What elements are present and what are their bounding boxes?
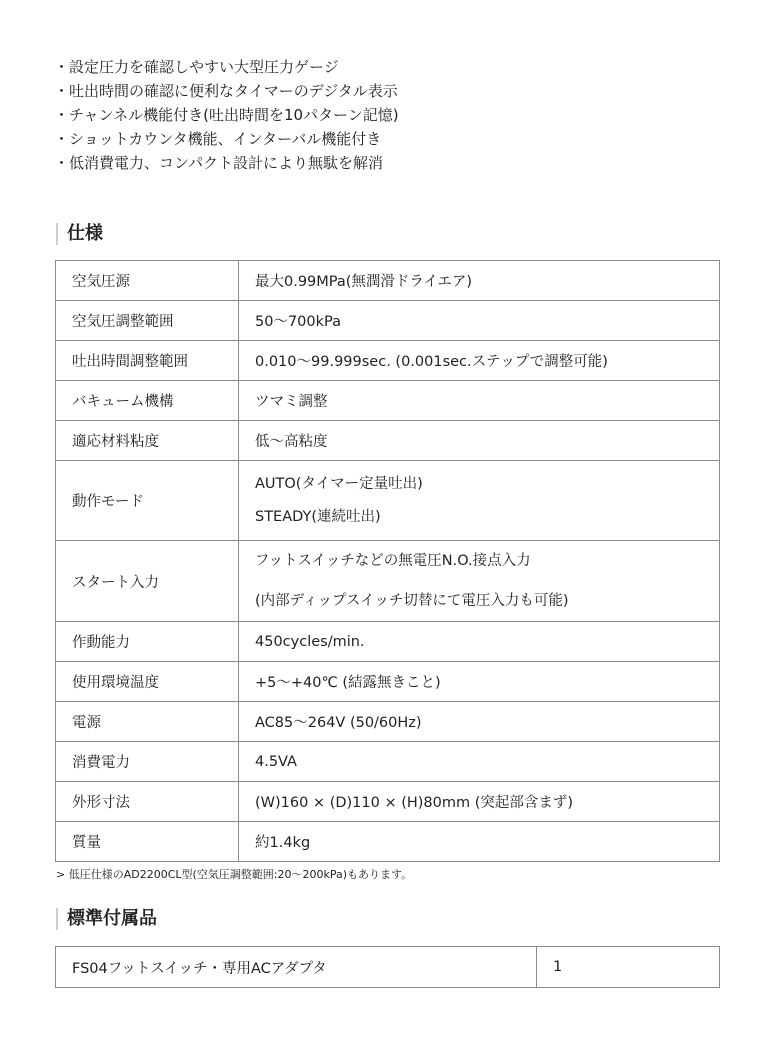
spec-label: 作動能力 xyxy=(56,622,239,662)
table-row xyxy=(56,381,720,421)
table-row xyxy=(56,341,720,381)
spec-value-line: フットスイッチなどの無電圧N.O.接点入力 xyxy=(255,553,531,569)
spec-label: 空気圧源 xyxy=(56,261,239,301)
spec-value: 低〜高粘度 xyxy=(239,421,720,461)
table-row xyxy=(56,782,720,822)
spec-value: 最大0.99MPa(無潤滑ドライエア) xyxy=(239,261,720,301)
spec-table xyxy=(55,260,720,862)
spec-label: 適応材料粘度 xyxy=(56,421,239,461)
spec-value-line: (内部ディップスイッチ切替にて電圧入力も可能) xyxy=(255,593,569,609)
spec-value: 約1.4kg xyxy=(239,822,720,862)
table-row xyxy=(56,261,720,301)
spec-value: +5〜+40℃ (結露無きこと) xyxy=(239,662,720,702)
spec-note: > 低圧仕様のAD2200CL型(空気圧調整範囲:20〜200kPa)もあります。 xyxy=(56,868,413,881)
spec-value-line: AUTO(タイマー定量吐出) xyxy=(255,475,423,492)
spec-heading: 仕様 xyxy=(56,223,103,245)
feature-item: ・低消費電力、コンパクト設計により無駄を解消 xyxy=(54,154,383,172)
table-row xyxy=(56,742,720,782)
spec-value xyxy=(239,541,720,622)
spec-label: 空気圧調整範囲 xyxy=(56,301,239,341)
spec-label: 質量 xyxy=(56,822,239,862)
table-row xyxy=(56,461,720,541)
spec-label: 動作モード xyxy=(56,461,239,541)
spec-label: 使用環境温度 xyxy=(56,662,239,702)
accessory-qty: 1 xyxy=(537,947,720,988)
feature-item: ・設定圧力を確認しやすい大型圧力ゲージ xyxy=(54,58,339,76)
spec-value: 50〜700kPa xyxy=(239,301,720,341)
table-row xyxy=(56,421,720,461)
table-row xyxy=(56,822,720,862)
spec-value xyxy=(239,461,720,541)
table-row xyxy=(56,662,720,702)
accessories-heading: 標準付属品 xyxy=(56,908,157,930)
spec-label: 電源 xyxy=(56,702,239,742)
spec-label: スタート入力 xyxy=(56,541,239,622)
spec-label: バキューム機構 xyxy=(56,381,239,421)
spec-value: (W)160 × (D)110 × (H)80mm (突起部含まず) xyxy=(239,782,720,822)
feature-item: ・チャンネル機能付き(吐出時間を10パターン記憶) xyxy=(54,106,399,124)
accessories-table xyxy=(55,946,720,988)
table-row xyxy=(56,702,720,742)
feature-item: ・吐出時間の確認に便利なタイマーのデジタル表示 xyxy=(54,82,398,100)
spec-value: 0.010〜99.999sec. (0.001sec.ステップで調整可能) xyxy=(239,341,720,381)
table-row xyxy=(56,947,720,988)
table-row xyxy=(56,541,720,622)
feature-item: ・ショットカウンタ機能、インターバル機能付き xyxy=(54,130,382,148)
spec-value: AC85〜264V (50/60Hz) xyxy=(239,702,720,742)
accessory-item: FS04フットスイッチ・専用ACアダプタ xyxy=(56,947,537,988)
spec-value-line: STEADY(連続吐出) xyxy=(255,508,381,525)
spec-label: 外形寸法 xyxy=(56,782,239,822)
spec-label: 消費電力 xyxy=(56,742,239,782)
feature-list xyxy=(54,55,399,175)
spec-value: ツマミ調整 xyxy=(239,381,720,421)
table-row xyxy=(56,622,720,662)
spec-label: 吐出時間調整範囲 xyxy=(56,341,239,381)
spec-value: 450cycles/min. xyxy=(239,622,720,662)
table-row xyxy=(56,301,720,341)
spec-value: 4.5VA xyxy=(239,742,720,782)
